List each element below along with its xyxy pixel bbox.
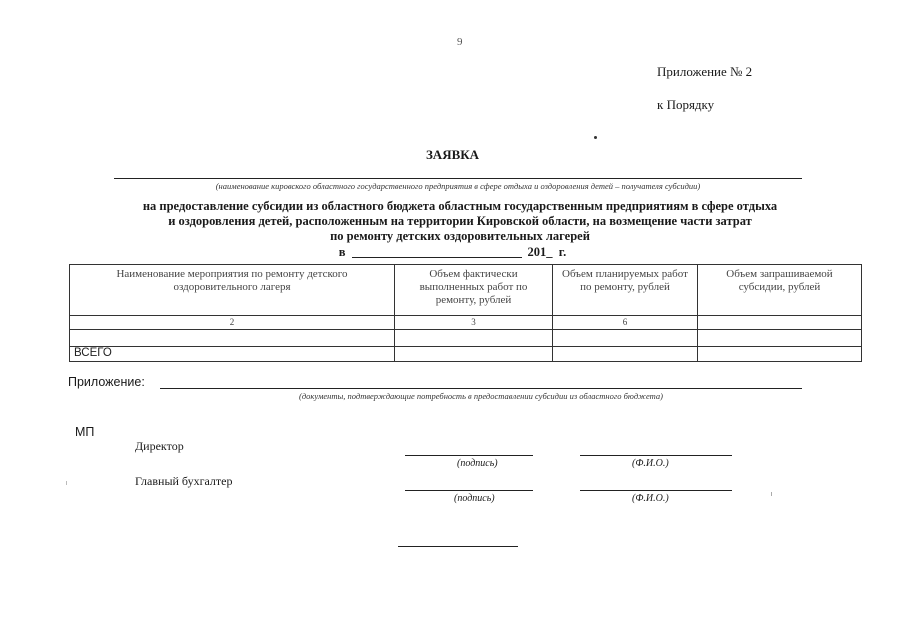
purpose-paragraph: [70, 199, 850, 244]
request-table: [69, 264, 862, 362]
director-signature-line: [405, 455, 533, 456]
date-year: 201_: [527, 245, 553, 259]
column-number-row: [70, 316, 862, 330]
accountant-signature-caption: (подпись): [454, 493, 495, 504]
page-number: 9: [457, 36, 463, 48]
appendix-reference: к Порядку: [657, 97, 715, 112]
total-label: ВСЕГО: [70, 347, 395, 362]
appendix-label: Приложение № 2: [657, 64, 753, 79]
date-blank: [352, 257, 522, 258]
scan-mark: [771, 492, 772, 496]
column-number: 6: [553, 316, 698, 330]
table-cell: [698, 347, 862, 362]
attachment-label: Приложение:: [68, 375, 145, 389]
accountant-signature-line: [405, 490, 533, 491]
attachment-line: [160, 388, 802, 389]
column-header: Объем фактически выполненных работ по ремонту, рублей: [395, 265, 553, 316]
date-suffix: г.: [558, 245, 567, 259]
stray-mark: [594, 136, 597, 139]
accountant-name-line: [580, 490, 732, 491]
table-cell: [70, 330, 395, 347]
column-header: Наименование мероприятия по ремонту детского оздоровительного лагеря: [70, 265, 395, 316]
accountant-label: Главный бухгалтер: [135, 474, 233, 488]
table-cell: [395, 330, 553, 347]
purpose-line: по ремонту детских оздоровительных лагерей: [330, 229, 590, 243]
table-cell: [553, 330, 698, 347]
purpose-line: на предоставление субсидии из областного бюджета областным государственным предприятиям в сфере отдыха: [142, 199, 778, 213]
total-row: [70, 347, 862, 362]
table-cell: [395, 347, 553, 362]
column-number: [698, 316, 862, 330]
enterprise-name-caption: (наименование кировского областного государственного предприятия в сфере отдыха и оздоровления детей – получателя субсидии): [215, 181, 701, 191]
director-signature-caption: (подпись): [457, 458, 498, 469]
column-header: Объем планируемых работ по ремонту, рублей: [553, 265, 698, 316]
table-cell: [553, 347, 698, 362]
date-prefix: в: [338, 245, 346, 259]
accountant-name-caption: (Ф.И.О.): [632, 493, 669, 504]
closing-rule: [398, 546, 518, 547]
date-line: [0, 245, 905, 260]
stamp-label: МП: [75, 425, 95, 439]
purpose-line: и оздоровления детей, расположенным на территории Кировской области, на возмещение части затрат: [168, 214, 752, 228]
document-title: ЗАЯВКА: [425, 147, 480, 162]
attachment-caption: (документы, подтверждающие потребность в предоставлении субсидии из областного бюджета): [299, 391, 663, 401]
table-header-row: [70, 265, 862, 316]
director-label: Директор: [135, 439, 184, 453]
table-row: [70, 330, 862, 347]
scan-mark: [66, 481, 67, 485]
column-header: Объем запрашиваемой субсидии, рублей: [698, 265, 862, 316]
column-number: 2: [70, 316, 395, 330]
enterprise-name-line: [114, 178, 802, 179]
column-number: 3: [395, 316, 553, 330]
director-name-caption: (Ф.И.О.): [632, 458, 669, 469]
director-name-line: [580, 455, 732, 456]
table-cell: [698, 330, 862, 347]
